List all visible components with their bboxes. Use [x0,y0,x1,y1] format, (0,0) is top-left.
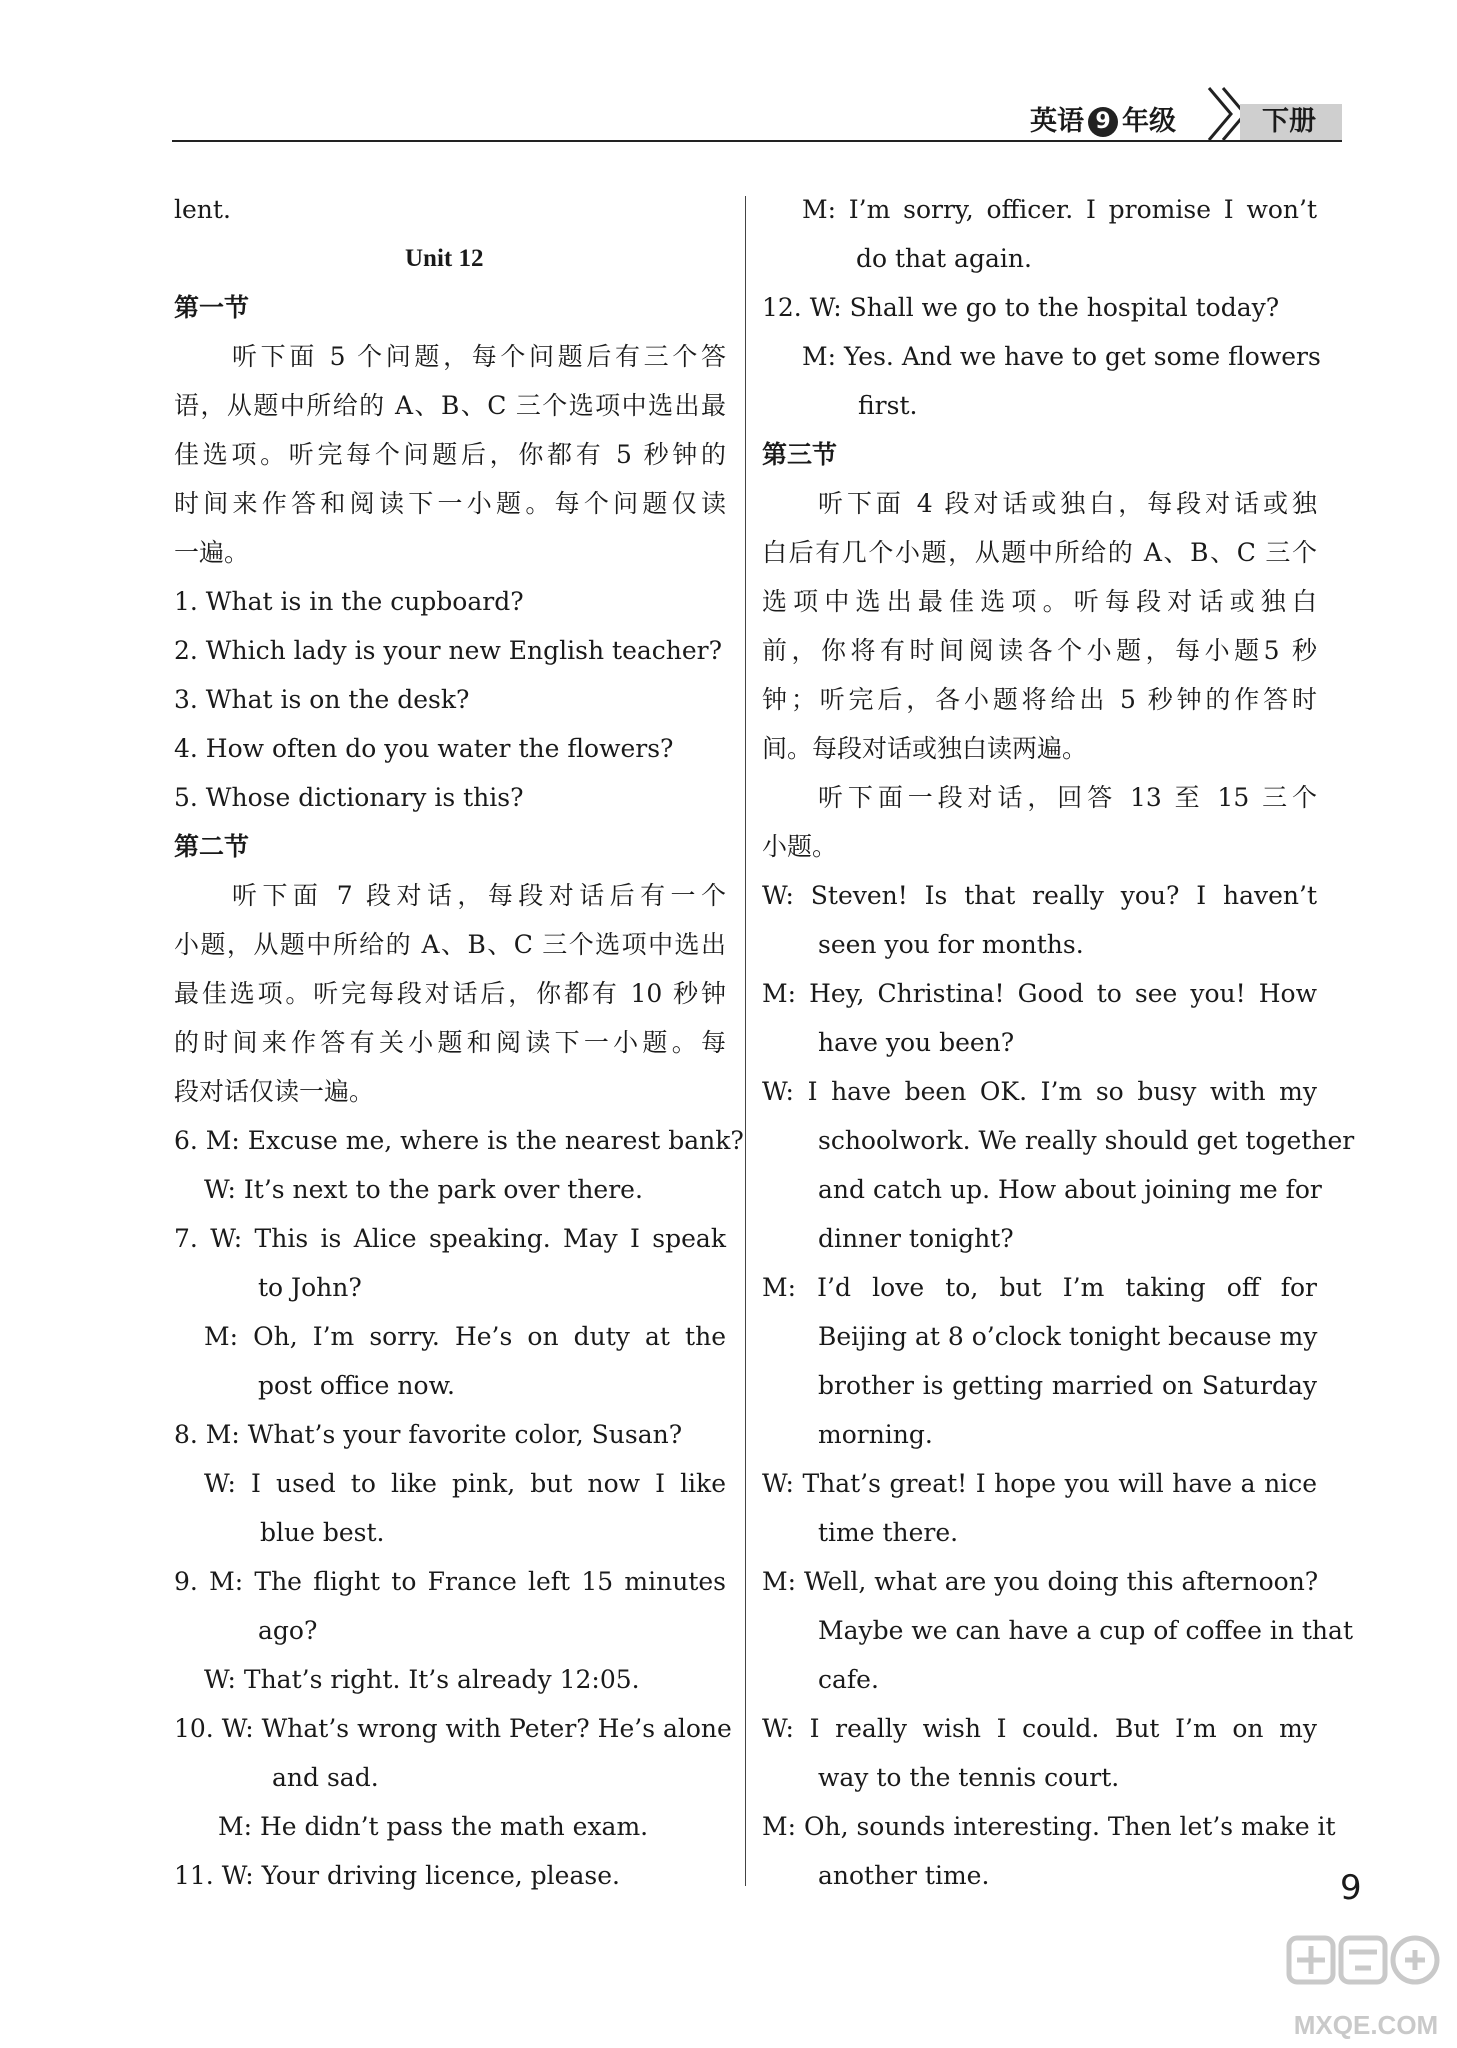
dialogue-line: dinner tonight? [818,1224,1014,1253]
section3-instruction: 间。每段对话或独白读两遍。 [762,734,1088,763]
dialogue-line: W: That’s right. It’s already 12:05. [204,1665,640,1694]
watermark-text: MXQE.COM [1293,2010,1439,2040]
section1-heading: 第一节 [174,293,250,322]
dialogue-line: 7. W: This is Alice speaking. May I speak [174,1224,726,1253]
dialogue-line: M: Oh, I’m sorry. He’s on duty at the [204,1322,726,1351]
dialogue-line: way to the tennis court. [818,1763,1120,1792]
dialogue-line: time there. [818,1518,959,1547]
dialogue-line: another time. [818,1861,990,1890]
section3-intro: 听下面一段对话，回答 13 至 15 三个 [818,783,1317,812]
dialogue-line: W: I really wish I could. But I’m on my [762,1714,1317,1743]
dialogue-line: M: Hey, Christina! Good to see you! How [762,979,1317,1008]
header-grade-suffix: 年级 [1122,106,1176,137]
unit-title: Unit 12 [405,245,484,272]
section1-instruction: 语，从题中所给的 A、B、C 三个选项中选出最 [174,391,726,420]
section2-instruction: 小题，从题中所给的 A、B、C 三个选项中选出 [174,930,726,959]
question-line: 2. Which lady is your new English teacher? [174,636,723,665]
dialogue-line: M: He didn’t pass the math exam. [218,1812,649,1841]
header-subject: 英语 [1030,106,1084,137]
question-line: 5. Whose dictionary is this? [174,783,524,812]
dialogue-line: first. [858,391,918,420]
dialogue-line: do that again. [856,244,1032,273]
dialogue-line: schoolwork. We really should get together [818,1126,1355,1155]
dialogue-line: 8. M: What’s your favorite color, Susan? [174,1420,683,1449]
dialogue-line: 11. W: Your driving licence, please. [174,1861,620,1890]
section1-instruction: 佳选项。听完每个问题后，你都有 5 秒钟的 [174,440,726,469]
dialogue-line: 10. W: What’s wrong with Peter? He’s alone [174,1714,732,1743]
question-line: 1. What is in the cupboard? [174,587,524,616]
dialogue-line: post office now. [258,1371,455,1400]
dialogue-line: 6. M: Excuse me, where is the nearest bank? [174,1126,744,1155]
column-divider [745,196,746,1886]
section2-instruction: 听下面 7 段对话，每段对话后有一个 [232,881,726,910]
dialogue-line: W: It’s next to the park over there. [204,1175,643,1204]
question-line: 4. How often do you water the flowers? [174,734,674,763]
dialogue-line: 9. M: The flight to France left 15 minutes [174,1567,726,1596]
dialogue-line: cafe. [818,1665,879,1694]
header-rule [172,140,1342,142]
section3-instruction: 前，你将有时间阅读各个小题，每小题5 秒 [762,636,1317,665]
section3-instruction: 选项中选出最佳选项。听每段对话或独白 [762,587,1317,616]
section3-instruction: 钟；听完后，各小题将给出 5 秒钟的作答时 [762,685,1317,714]
dialogue-line: blue best. [260,1518,385,1547]
dialogue-line: M: Oh, sounds interesting. Then let’s make it [762,1812,1336,1841]
page-number: 9 [1340,1868,1362,1908]
dialogue-line: Beijing at 8 o’clock tonight because my [818,1322,1318,1351]
watermark-logo [1275,1930,1457,2048]
dialogue-line: M: I’d love to, but I’m taking off for [762,1273,1317,1302]
section3-instruction: 听下面 4 段对话或独白，每段对话或独 [818,489,1317,518]
dialogue-line: M: I’m sorry, officer. I promise I won’t [802,195,1317,224]
grade-number-badge: 9 [1088,107,1118,137]
dialogue-line: W: I used to like pink, but now I like [204,1469,726,1498]
dialogue-line: ago? [258,1616,318,1645]
dialogue-line: W: I have been OK. I’m so busy with my [762,1077,1317,1106]
continuation-text: lent. [174,195,231,224]
dialogue-line: W: Steven! Is that really you? I haven’t [762,881,1317,910]
dialogue-line: seen you for months. [818,930,1084,959]
dialogue-line: 12. W: Shall we go to the hospital today? [762,293,1280,322]
section2-heading: 第二节 [174,832,250,861]
dialogue-line: M: Well, what are you doing this afternoon? [762,1567,1319,1596]
section1-instruction: 一遍。 [174,538,250,567]
dialogue-line: Maybe we can have a cup of coffee in that [818,1616,1353,1645]
dialogue-line: to John? [258,1273,362,1302]
dialogue-line: brother is getting married on Saturday [818,1371,1317,1400]
section3-intro: 小题。 [762,832,838,861]
section2-instruction: 段对话仅读一遍。 [174,1077,375,1106]
dialogue-line: W: That’s great! I hope you will have a nice [762,1469,1317,1498]
dialogue-line: morning. [818,1420,933,1449]
dialogue-line: M: Yes. And we have to get some flowers [802,342,1321,371]
section2-instruction: 最佳选项。听完每段对话后，你都有 10 秒钟 [174,979,726,1008]
dialogue-line: and sad. [272,1763,379,1792]
header-volume: 下册 [1262,106,1316,137]
section3-heading: 第三节 [762,440,838,469]
dialogue-line: have you been? [818,1028,1015,1057]
section3-instruction: 白后有几个小题，从题中所给的 A、B、C 三个 [762,538,1317,567]
header-grade [1030,102,1176,142]
section2-instruction: 的时间来作答有关小题和阅读下一小题。每 [174,1028,726,1057]
section1-instruction: 听下面 5 个问题，每个问题后有三个答 [232,342,726,371]
section1-instruction: 时间来作答和阅读下一小题。每个问题仅读 [174,489,726,518]
question-line: 3. What is on the desk? [174,685,470,714]
dialogue-line: and catch up. How about joining me for [818,1175,1322,1204]
